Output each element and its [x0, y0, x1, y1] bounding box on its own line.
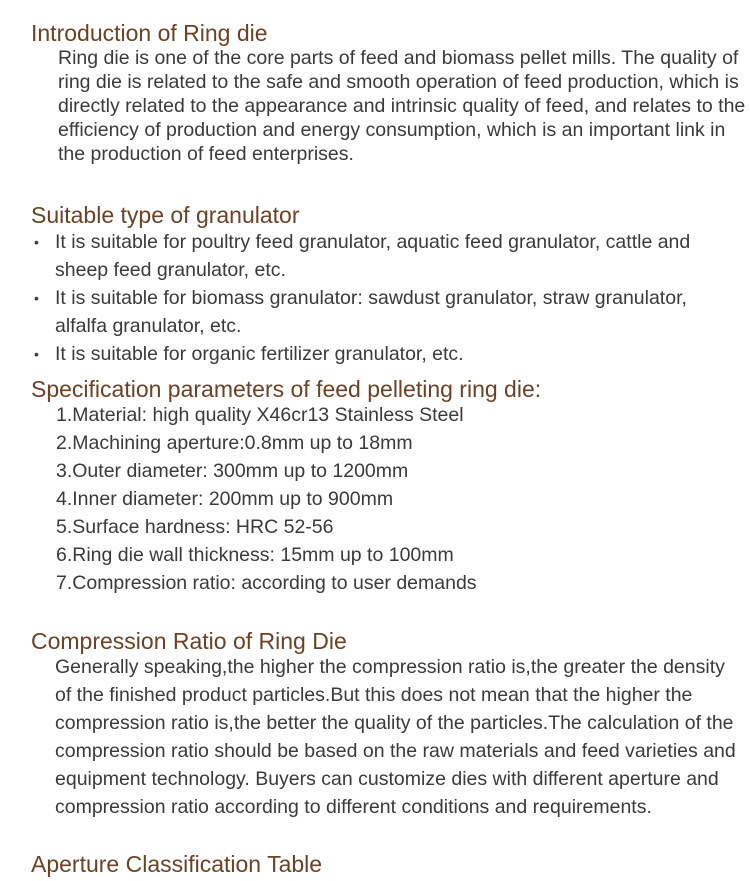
list-item-text: It is suitable for biomass granulator: sawdust granulator, straw granulator, alfalfa granulator, etc. [55, 287, 687, 337]
suitable-list [34, 228, 734, 368]
spec-item: 2.Machining aperture:0.8mm up to 18mm [56, 432, 413, 454]
specs-list [56, 401, 477, 597]
list-item-text: It is suitable for poultry feed granulator, aquatic feed granulator, cattle and sheep feed granulator, etc. [55, 231, 691, 281]
compression-heading: Compression Ratio of Ring Die [31, 628, 347, 654]
spec-item: 1.Material: high quality X46cr13 Stainless Steel [56, 404, 464, 426]
bullet-dot-icon: • [34, 346, 39, 362]
list-item [34, 228, 734, 284]
compression-paragraph: Generally speaking,the higher the compression ratio is,the greater the density of the finished product particles.But this does not mean that the higher the compression ratio is,the better the quality of the particles.The calculation of the compression ratio should be based on the raw materials and feed varieties and equipment technology. Buyers can customize dies with different aperture and compression ratio according to different conditions and requirements. [55, 656, 736, 818]
spec-item: 3.Outer diameter: 300mm up to 1200mm [56, 460, 409, 482]
spec-item: 5.Surface hardness: HRC 52-56 [56, 516, 334, 538]
bullet-dot-icon: • [34, 290, 39, 306]
bullet-dot-icon: • [34, 234, 39, 250]
spec-item: 7.Compression ratio: according to user demands [56, 572, 477, 594]
list-item-text: It is suitable for organic fertilizer granulator, etc. [55, 343, 464, 365]
list-item [34, 284, 734, 340]
spec-item: 4.Inner diameter: 200mm up to 900mm [56, 488, 394, 510]
specs-heading: Specification parameters of feed pelleting ring die: [31, 376, 542, 402]
intro-heading: Introduction of Ring die [31, 20, 268, 46]
spec-item: 6.Ring die wall thickness: 15mm up to 100mm [56, 544, 454, 566]
list-item [34, 340, 734, 368]
suitable-heading: Suitable type of granulator [31, 202, 300, 228]
aperture-heading: Aperture Classification Table [31, 851, 323, 877]
intro-paragraph: Ring die is one of the core parts of feed and biomass pellet mills. The quality of ring die is related to the safe and smooth operation of feed production, which is directly related to the appearance and intrinsic quality of feed, and relates to the efficiency of production and energy consumption, which is an important link in the production of feed enterprises. [58, 47, 746, 165]
